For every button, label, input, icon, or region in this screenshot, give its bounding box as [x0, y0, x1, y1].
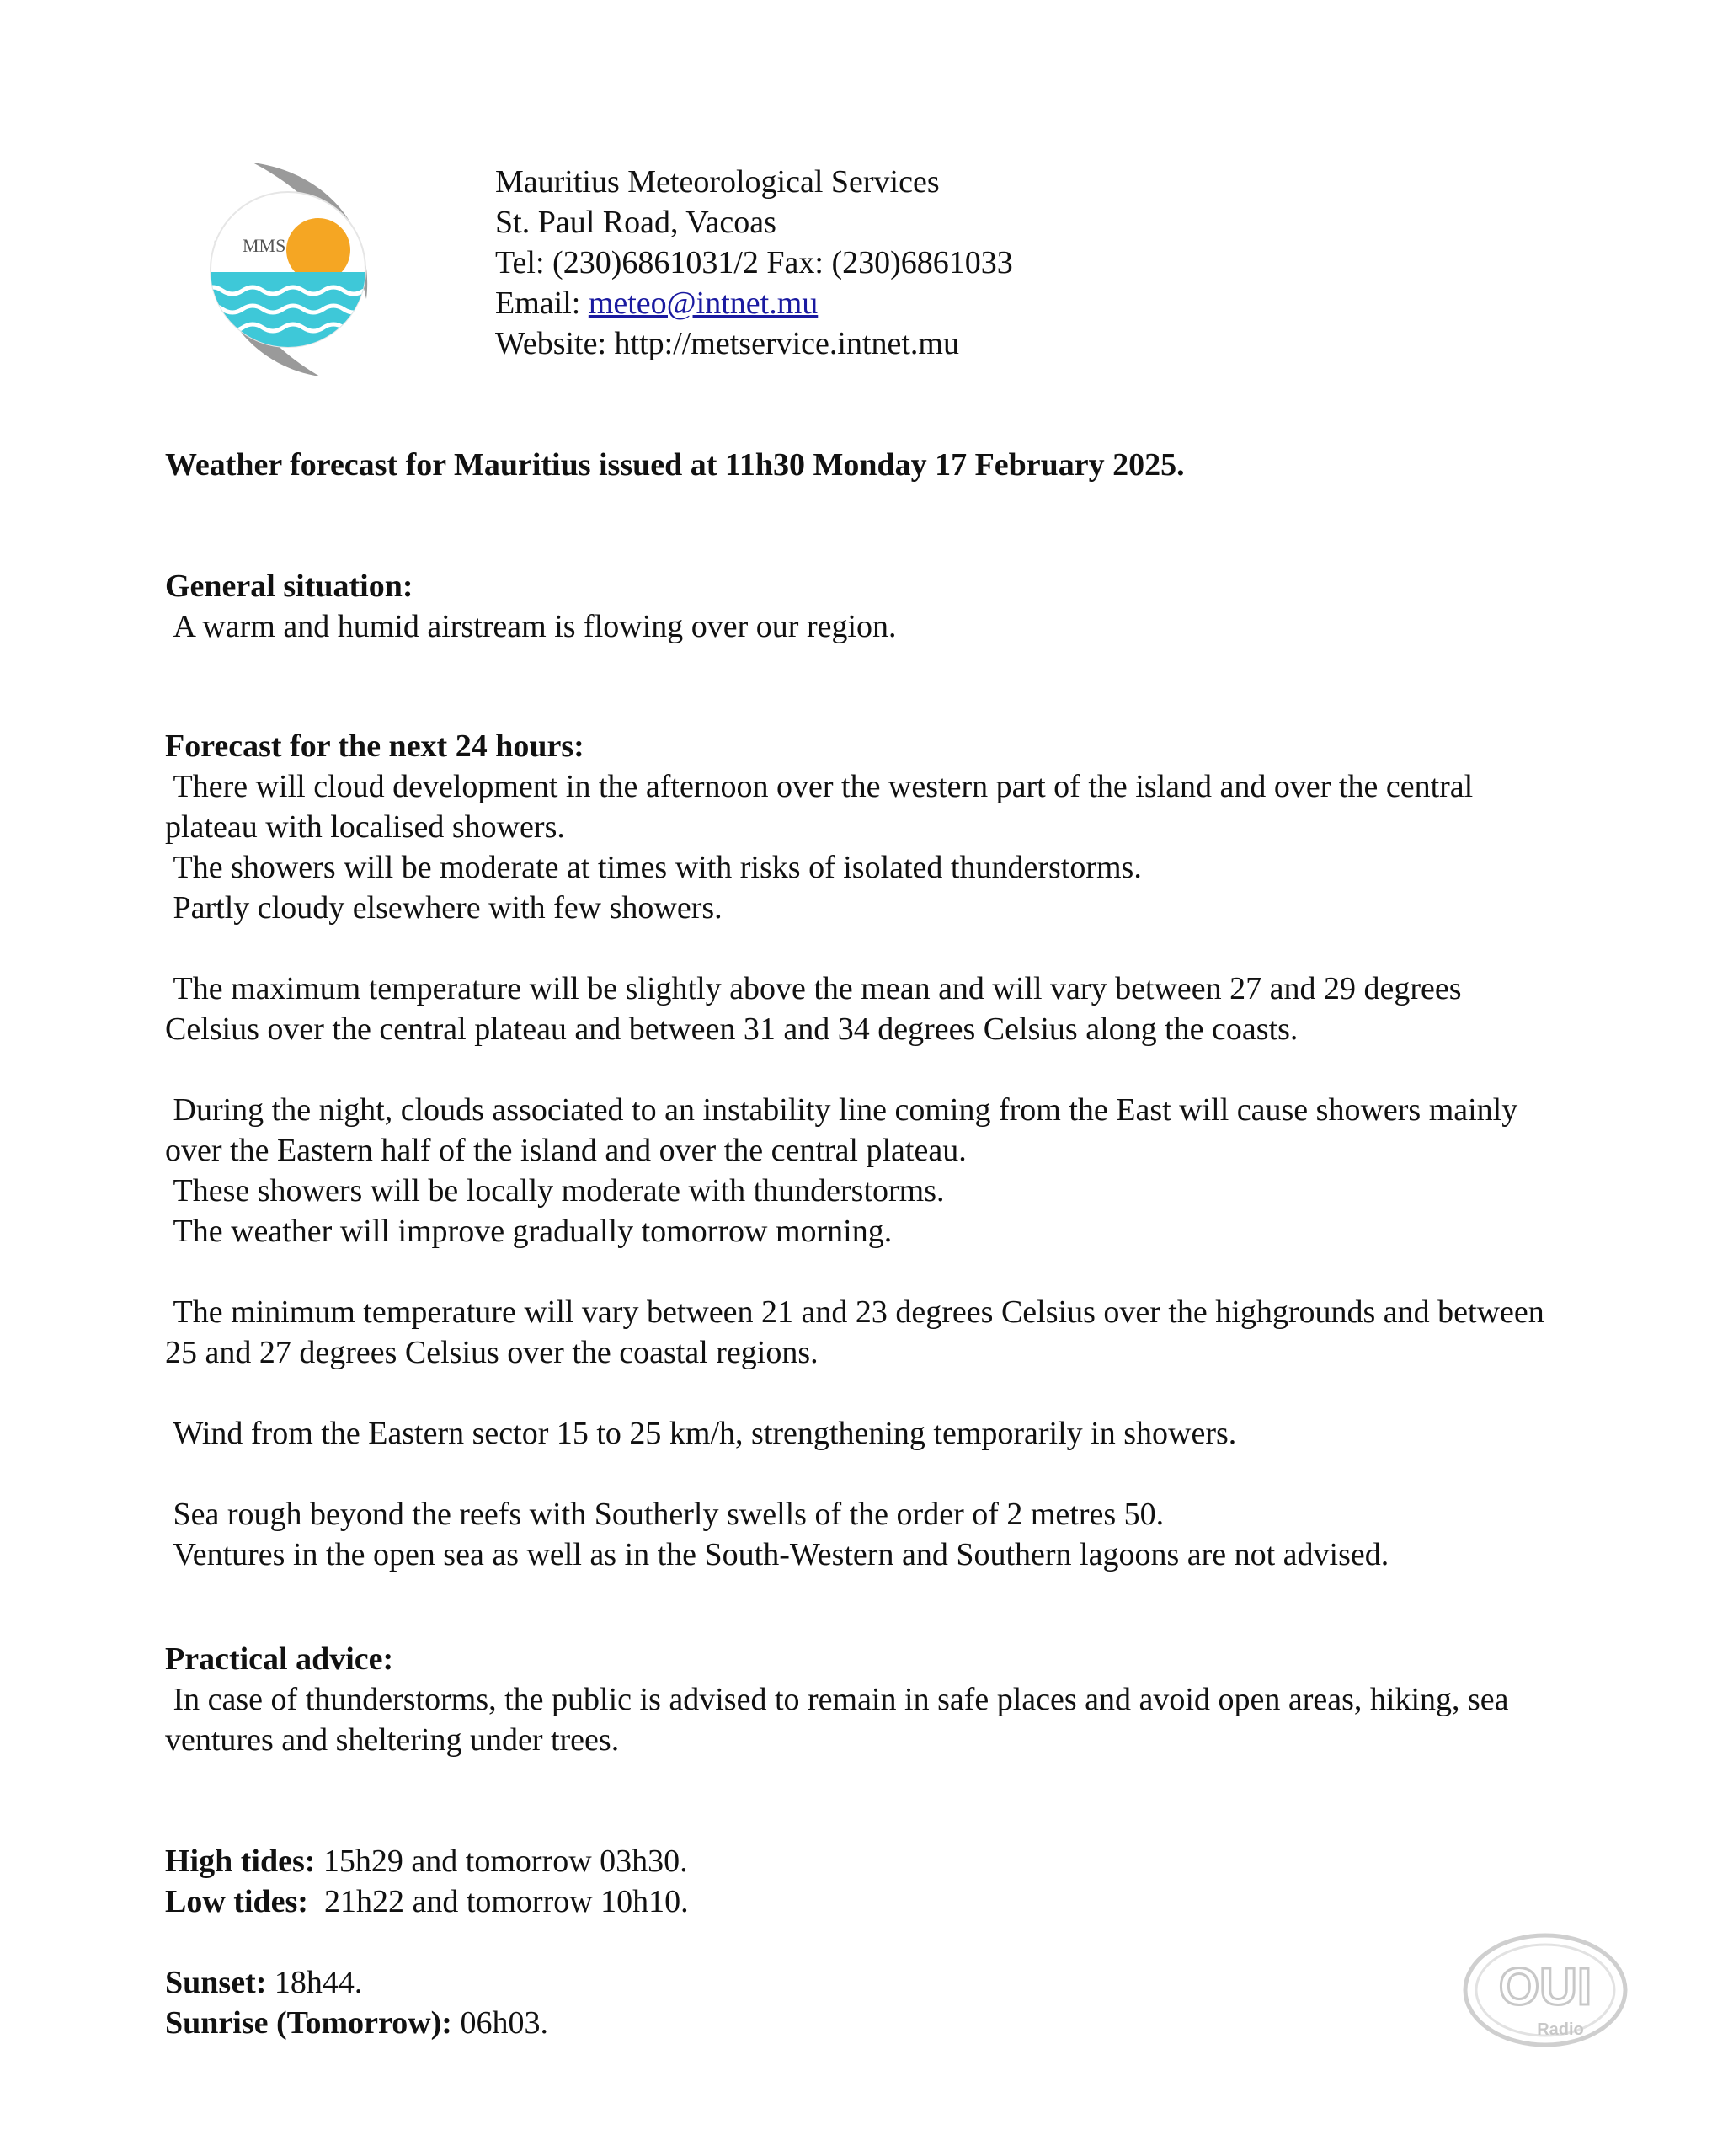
email-label: Email: [495, 286, 589, 321]
street-address: St. Paul Road, Vacoas [495, 205, 776, 240]
sunrise-value: 06h03. [451, 2005, 548, 2041]
logo-text: MMS [243, 235, 286, 256]
sun-section [165, 1962, 1563, 2043]
mms-logo [194, 156, 383, 383]
forecast-paragraph: The showers will be moderate at times with risks of isolated thunderstorms. [165, 850, 1142, 885]
high-tides-label: High tides: [165, 1844, 316, 1879]
spacer [165, 1251, 1563, 1292]
forecast-paragraph: These showers will be locally moderate with thunderstorms. [165, 1173, 945, 1209]
forecast-paragraph: Sea rough beyond the reefs with Southerly swells of the order of 2 metres 50. [165, 1497, 1165, 1532]
forecast-section [165, 726, 1563, 1575]
spacer [165, 1373, 1563, 1413]
forecast-paragraph: Ventures in the open sea as well as in the South-Western and Southern lagoons are not advised. [165, 1537, 1389, 1572]
radio-watermark-logo [1461, 1927, 1634, 2053]
sunset-value: 18h44. [266, 1965, 363, 2000]
high-tides-line [165, 1841, 1563, 1881]
forecast-paragraph: Wind from the Eastern sector 15 to 25 km/h, strengthening temporarily in showers. [165, 1416, 1237, 1451]
advice-text: In case of thunderstorms, the public is advised to remain in safe places and avoid open areas, hiking, sea ventures and sheltering under trees. [165, 1682, 1517, 1758]
spacer [165, 1454, 1563, 1494]
forecast-paragraph: During the night, clouds associated to an instability line coming from the East will cause showers mainly over the Eastern half of the island and over the central plateau. [165, 1092, 1526, 1168]
sunrise-line [165, 2003, 1563, 2043]
website-line: Website: http://metservice.intnet.mu [495, 326, 959, 361]
spacer [165, 928, 1563, 969]
tides-section [165, 1841, 1563, 1922]
forecast-paragraph: The maximum temperature will be slightly above the mean and will vary between 27 and 29 degrees Celsius over the central plateau and between 31 and 34 degrees Celsius along the coasts. [165, 971, 1470, 1047]
general-situation-section [165, 566, 1563, 647]
org-name: Mauritius Meteorological Services [495, 164, 940, 200]
document-title-block [165, 445, 1563, 485]
sunrise-label: Sunrise (Tomorrow): [165, 2005, 452, 2041]
tel-fax: Tel: (230)6861031/2 Fax: (230)6861033 [495, 245, 1013, 280]
low-tides-value: 21h22 and tomorrow 10h10. [307, 1884, 689, 1919]
forecast-paragraph: The minimum temperature will vary between 21 and 23 degrees Celsius over the highgrounds and between 25 and 27 degrees Celsius over the coastal regions. [165, 1294, 1553, 1370]
practical-advice-section [165, 1639, 1563, 1760]
address-block [495, 162, 1013, 364]
advice-heading: Practical advice: [165, 1641, 394, 1677]
general-text: A warm and humid airstream is flowing over our region. [165, 609, 897, 644]
low-tides-line [165, 1881, 1563, 1922]
general-heading: General situation: [165, 568, 413, 604]
forecast-paragraph: Partly cloudy elsewhere with few showers. [165, 890, 723, 926]
watermark-brand: OUI [1498, 1958, 1592, 2016]
spacer [165, 1049, 1563, 1090]
forecast-heading: Forecast for the next 24 hours: [165, 728, 584, 764]
high-tides-value: 15h29 and tomorrow 03h30. [315, 1844, 688, 1879]
email-link[interactable]: meteo@intnet.mu [588, 286, 819, 321]
document-title: Weather forecast for Mauritius issued at 11h30 Monday 17 February 2025. [165, 447, 1185, 483]
sunset-line [165, 1962, 1563, 2003]
sunset-label: Sunset: [165, 1965, 267, 2000]
low-tides-label: Low tides: [165, 1884, 308, 1919]
forecast-paragraph: The weather will improve gradually tomorrow morning. [165, 1214, 893, 1249]
email-line [495, 283, 1013, 323]
forecast-paragraph: There will cloud development in the afternoon over the western part of the island and over the central plateau with localised showers. [165, 769, 1481, 845]
watermark-sub: Radio [1537, 2020, 1584, 2039]
